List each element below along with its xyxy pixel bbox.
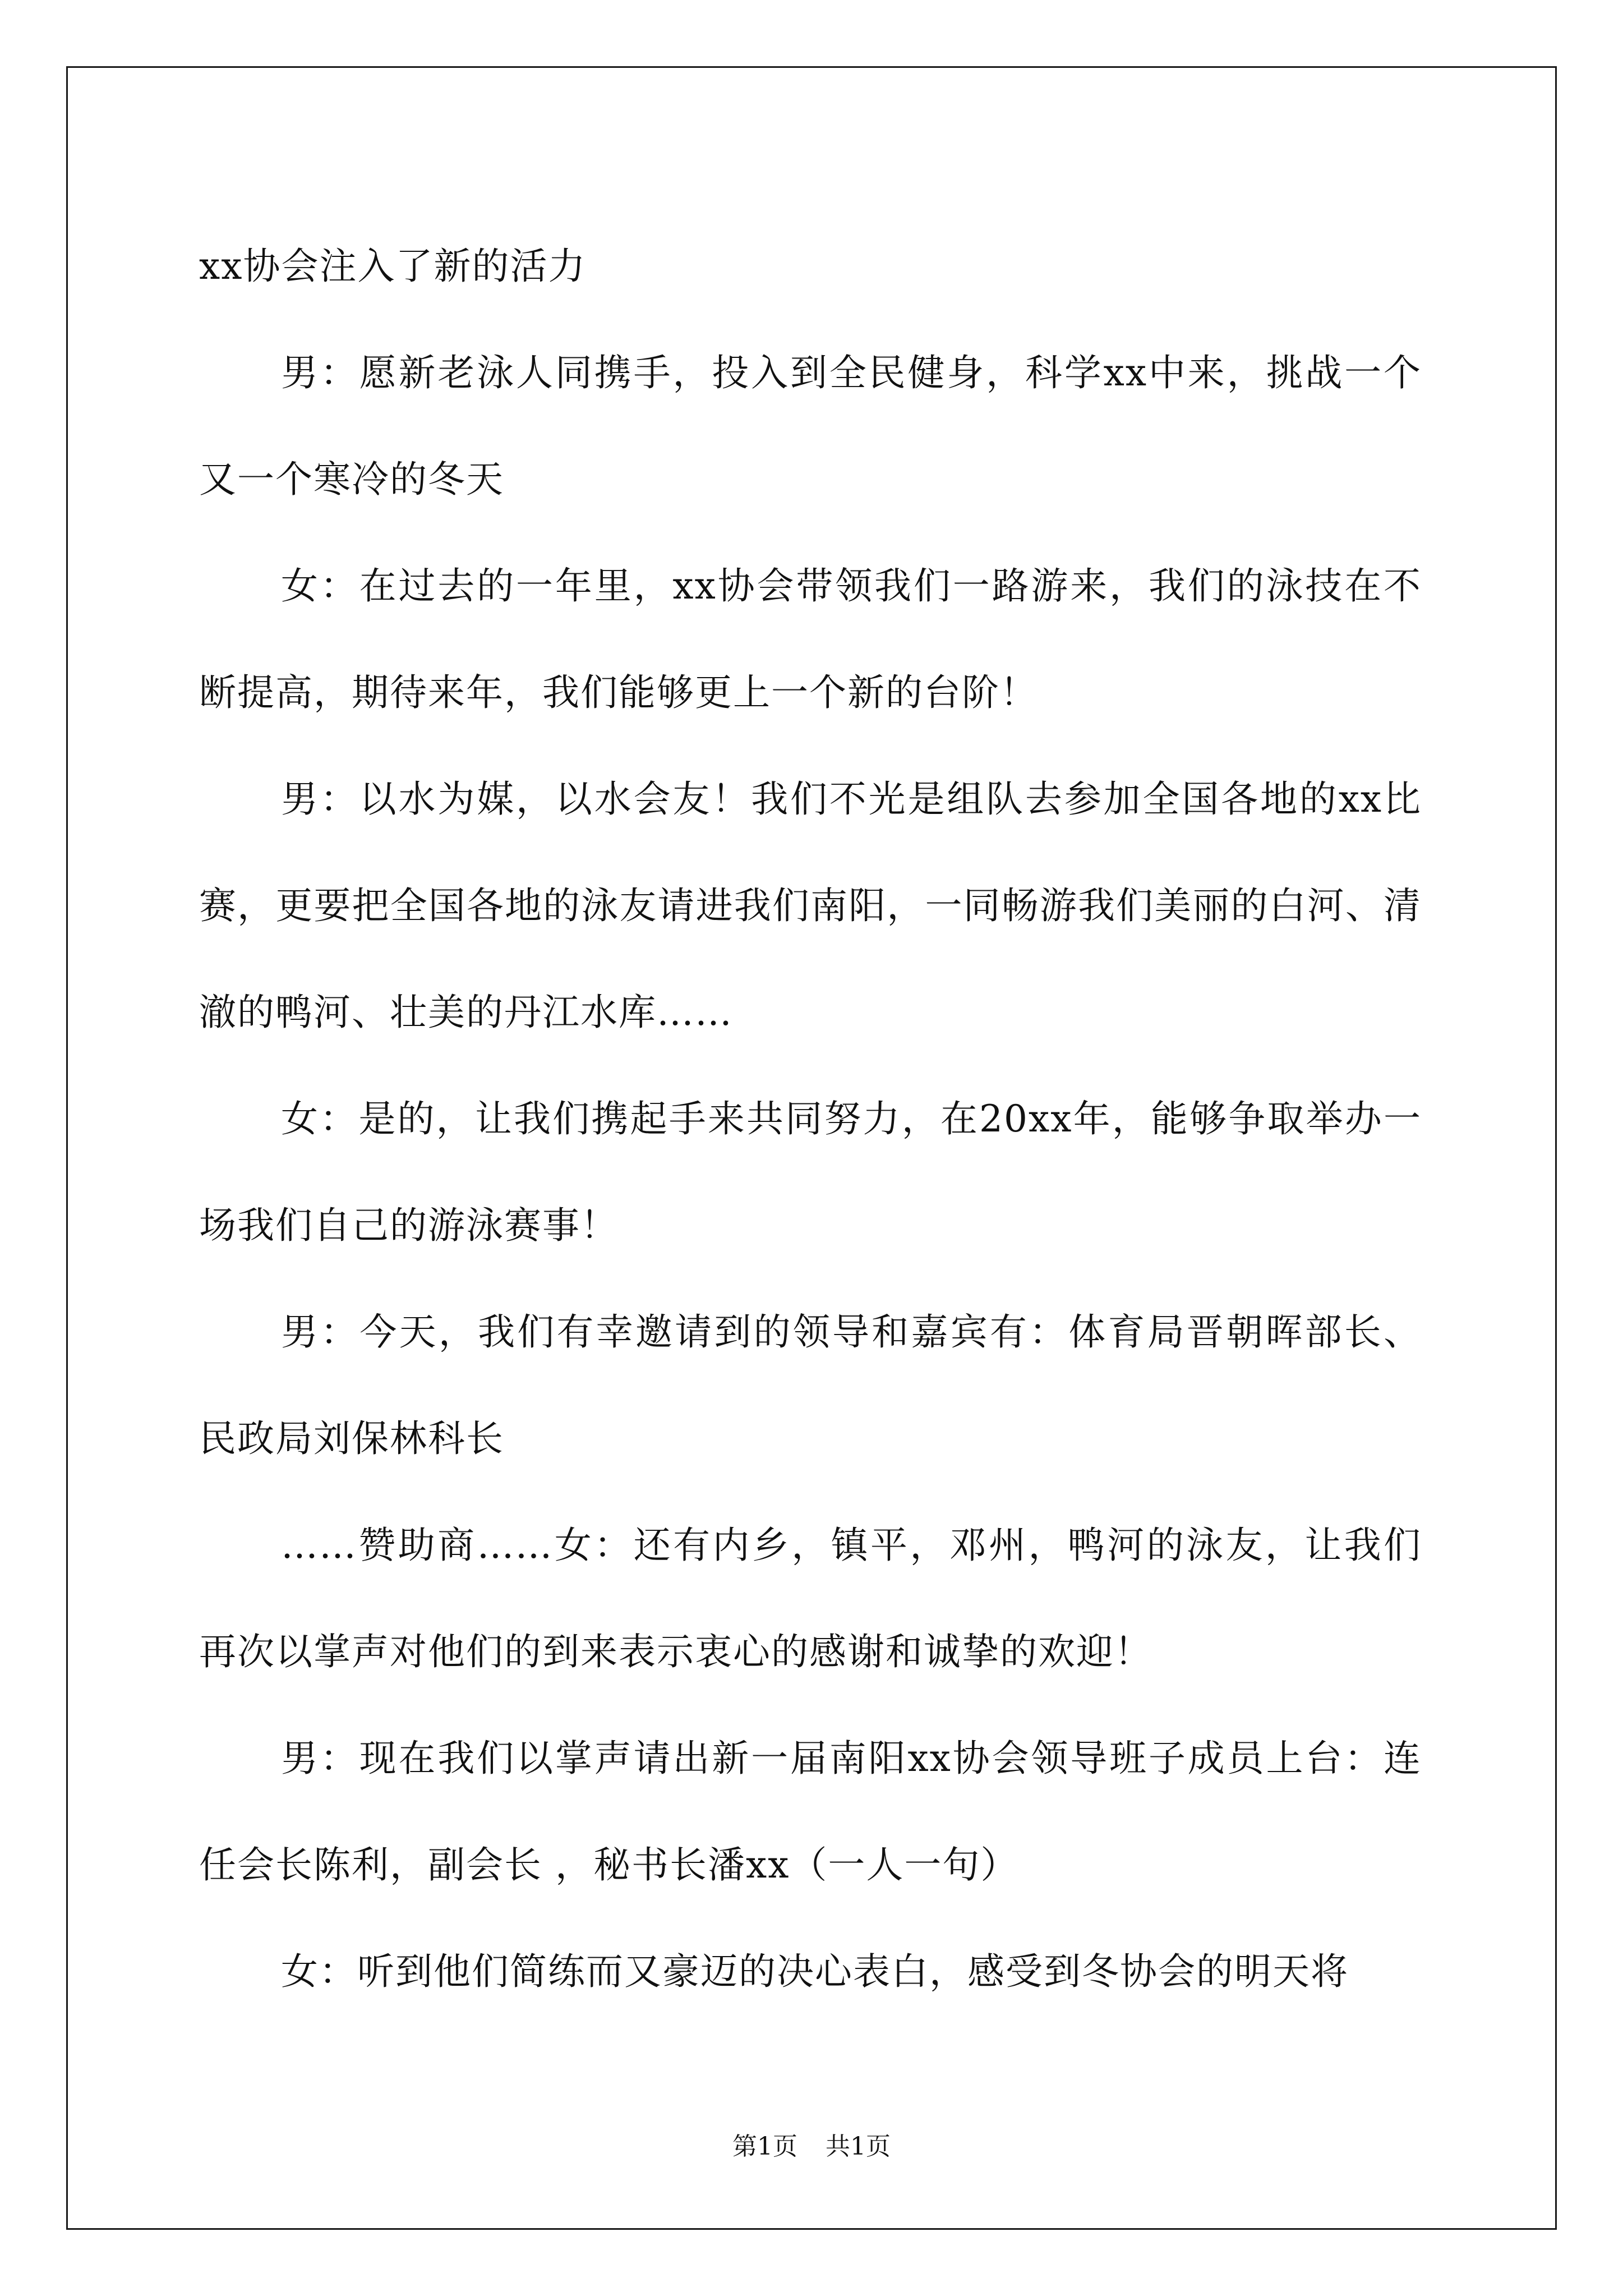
page-number: 第1页 [732, 2132, 797, 2161]
paragraph-4: 男：以水为媒，以水会友！我们不光是组队去参加全国各地的xx比赛，更要把全国各地的泳友请进我们南阳，一同畅游我们美丽的白河、清澈的鸭河、壮美的丹江水库…… [199, 777, 1422, 1034]
page-total: 共1页 [826, 2132, 891, 2161]
paragraph-3: 女：在过去的一年里，xx协会带领我们一路游来，我们的泳技在不断提高，期待来年，我们能够更上一个新的台阶！ [199, 564, 1422, 714]
document-body [199, 213, 1422, 2025]
page-footer [0, 2126, 1623, 2162]
paragraph-2: 男：愿新老泳人同携手，投入到全民健身，科学xx中来，挑战一个又一个寒冷的冬天 [199, 351, 1422, 501]
paragraph-1: xx协会注入了新的活力 [199, 245, 587, 288]
paragraph-6: 男：今天，我们有幸邀请到的领导和嘉宾有：体育局晋朝晖部长、民政局刘保林科长 [199, 1310, 1422, 1460]
paragraph-9: 女：听到他们简练而又豪迈的决心表白，感受到冬协会的明天将 [281, 1950, 1349, 1993]
paragraph-8: 男：现在我们以掌声请出新一届南阳xx协会领导班子成员上台：连任会长陈利，副会长 ，秘书长潘xx（一人一句） [199, 1737, 1422, 1887]
paragraph-7: ……赞助商……女：还有内乡，镇平，邓州，鸭河的泳友，让我们再次以掌声对他们的到来表示衷心的感谢和诚挚的欢迎！ [199, 1524, 1422, 1673]
paragraph-5: 女：是的，让我们携起手来共同努力，在20xx年，能够争取举办一场我们自己的游泳赛事！ [199, 1097, 1422, 1247]
